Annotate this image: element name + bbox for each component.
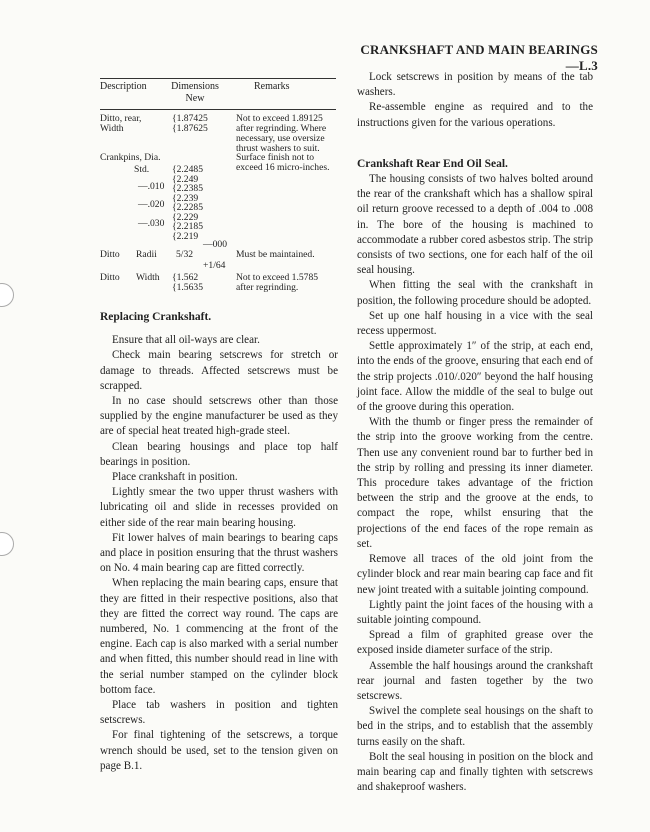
page-header: CRANKSHAFT AND MAIN BEARINGS—L.3 — [360, 42, 598, 73]
dim-value: {2.2385 — [172, 183, 203, 194]
table-rule — [100, 109, 336, 110]
th-remarks: Remarks — [254, 81, 290, 92]
section-heading: Crankshaft Rear End Oil Seal. — [357, 157, 508, 170]
paragraph: Set up one half housing in a vice with the seal recess uppermost. — [357, 309, 593, 338]
row-width-desc: Width — [136, 272, 160, 283]
punch-hole — [0, 283, 14, 307]
tolerance: +1/64 — [203, 260, 226, 271]
dim-value: {1.87425 — [172, 113, 208, 124]
row-width-desc: Ditto — [100, 272, 120, 283]
paragraph: When replacing the main bearing caps, ensure that they are fitted in their respective positions, also that they are fitted the correct way round. The caps are numbered, No. 1 commencing at the front of the engine. Each cap is also marked with a serial number and when fitted, this number should read in line with the serial number stamped on the cylinder block bottom face. — [100, 577, 338, 696]
remark: Not to exceed 1.89125 — [236, 113, 323, 124]
size-label: —.010 — [138, 181, 165, 192]
dim-value: 5/32 — [176, 249, 194, 260]
dim-value: {1.5635 — [172, 282, 203, 293]
dim-value: {2.2185 — [172, 221, 203, 232]
paragraph: Settle approximately 1″ of the strip, at each end, into the ends of the groove, ensuring that each end of the strip projects .010/.020″ beyond the half housing joint face. Allow the middle of the seal to bulge out of the groove during this operation. — [357, 340, 593, 414]
remark: Must be maintained. — [236, 249, 315, 260]
paragraph: With the thumb or finger press the remainder of the strip into the groove working from the centre. Then use any convenient round bar to further bed in the strip by rolling and pressing its inner diameter. This procedure takes advantage of the friction between the strip and the groove at the ends, to compact the rope, whilst ensuring that the projections of the end faces of the rope remain as set. — [357, 416, 593, 550]
remark: Not to exceed 1.5785 — [236, 272, 319, 283]
paragraph: In no case should setscrews other than those supplied by the engine manufacturer be used as they are of special heat treated high-grade steel. — [100, 395, 338, 438]
remark: exceed 16 micro-inches. — [236, 162, 330, 173]
dim-value: {1.87625 — [172, 123, 208, 134]
paragraph: The housing consists of two halves bolted around the rear of the crankshaft which has a shallow spiral oil return groove recessed to a depth of .004 to .008 in. The bore of the housing is machined to accommodate a rubber cored asbestos strip. The strip consists of two sections, one for each half of the oil seal housing. — [357, 173, 593, 277]
row-ditto-rear-desc: Ditto, rear, — [100, 113, 142, 124]
th-description: Description — [100, 81, 147, 92]
row-ditto-rear-desc: Width — [100, 123, 124, 134]
remark: after regrinding. Where — [236, 123, 327, 134]
paragraph: When fitting the seal with the crankshaft in position, the following procedure should be adopted. — [357, 279, 593, 307]
paragraph: Ensure that all oil-ways are clear. — [112, 334, 260, 347]
spec-table — [100, 78, 338, 303]
dim-value: {2.219 — [172, 231, 199, 242]
dim-value: {2.2485 — [172, 164, 203, 175]
paragraph: Check main bearing setscrews for stretch or damage to threads. Affected setscrews must be scrapped. — [100, 349, 338, 392]
row-radii-desc: Ditto — [100, 249, 120, 260]
paragraph: Swivel the complete seal housings on the shaft to bed in the strips, and to establish that the assembly turns easily on the shaft. — [357, 705, 593, 748]
remark: after regrinding. — [236, 282, 299, 293]
remark: necessary, use oversize — [236, 133, 325, 144]
paragraph: Remove all traces of the old joint from the cylinder block and rear main bearing cap face and fit new joint treated with a suitable jointing compound. — [357, 553, 593, 596]
dim-value: {2.239 — [172, 193, 199, 204]
remark: Surface finish not to — [236, 152, 315, 163]
dim-value: {2.2285 — [172, 202, 203, 213]
left-column — [100, 78, 338, 772]
paragraph: Place tab washers in position and tighten setscrews. — [100, 699, 338, 727]
paragraph: For final tightening of the setscrews, a torque wrench should be used, set to the tension given on page B.1. — [100, 729, 338, 772]
remark: thrust washers to suit. — [236, 143, 320, 154]
replacing-crankshaft-section — [100, 310, 338, 774]
paragraph: Spread a film of graphited grease over the exposed inside diameter surface of the strip. — [357, 629, 593, 657]
punch-hole — [0, 532, 14, 556]
paragraph: Lock setscrews in position by means of the tab washers. — [357, 71, 593, 99]
size-label: —.030 — [138, 218, 165, 229]
paragraph: Bolt the seal housing in position on the block and main bearing cap and finally tighten with setscrews and shakeproof washers. — [357, 750, 593, 794]
paragraph: Place crankshaft in position. — [112, 471, 238, 484]
dim-value: {2.249 — [172, 174, 199, 185]
paragraph: Lightly smear the two upper thrust washers with lubricating oil and slide in recesses provided on either side of the rear main bearing housing. — [100, 486, 338, 529]
table-rule — [100, 78, 336, 79]
th-dimensions: Dimensions New — [171, 81, 219, 104]
dim-value: {2.229 — [172, 212, 199, 223]
paragraph: Fit lower halves of main bearings to bearing caps and place in position ensuring that the thrust washers on No. 4 main bearing cap are fitted correctly. — [100, 531, 338, 575]
section-heading: Replacing Crankshaft. — [100, 311, 212, 323]
paragraph: Assemble the half housings around the crankshaft rear journal and fasten together by the two setscrews. — [357, 659, 593, 702]
row-radii-desc: Radii — [136, 249, 157, 260]
row-crankpins-desc: Crankpins, Dia. — [100, 152, 161, 163]
paragraph: Clean bearing housings and place top half bearings in position. — [100, 440, 338, 468]
right-column — [357, 70, 593, 795]
dim-value: {1.562 — [172, 272, 199, 283]
size-label: Std. — [134, 164, 150, 175]
tolerance: —000 — [203, 239, 227, 250]
paragraph: Lightly paint the joint faces of the housing with a suitable jointing compound. — [357, 598, 593, 626]
size-label: —.020 — [138, 199, 165, 210]
paragraph: Re-assemble engine as required and to the instructions given for the various operations. — [357, 101, 593, 129]
